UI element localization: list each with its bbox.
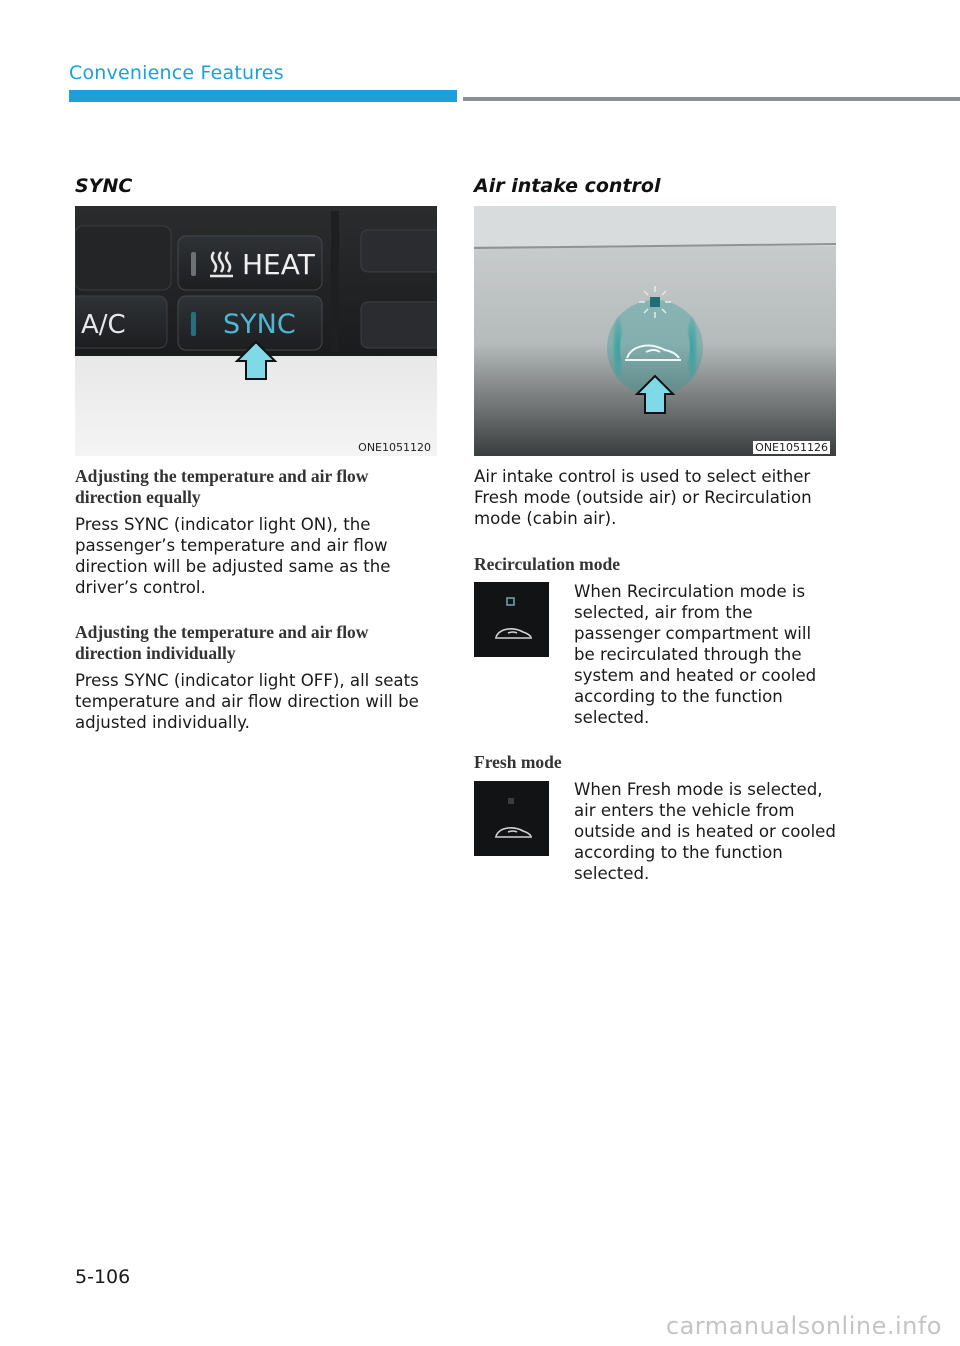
figure-code: ONE1051120	[358, 441, 431, 454]
fresh-mode-text: When Fresh mode is selected, air enters the vehicle from outside and is heated or cooled according to the function selected.	[574, 780, 836, 883]
watermark: carmanualsonline.info	[665, 1312, 942, 1340]
air-intake-illustration	[474, 206, 836, 456]
figure-code: ONE1051126	[755, 441, 828, 454]
recirculation-mode-title: Recirculation mode	[474, 554, 620, 574]
air-intake-intro: Air intake control is used to select either Fresh mode (outside air) or Recirculation mode (cabin air).	[474, 467, 812, 528]
header-rule	[463, 97, 960, 101]
recirculation-icon	[474, 582, 549, 657]
sync-individual-text: Press SYNC (indicator light OFF), all seats temperature and air flow direction will be adjusted individually.	[75, 671, 419, 732]
air-intake-heading: Air intake control	[474, 175, 661, 197]
sync-individual-title: Adjusting the temperature and air flow direction individually	[75, 622, 369, 663]
fresh-mode-title: Fresh mode	[474, 752, 562, 772]
sync-heading: SYNC	[75, 175, 133, 197]
air-intake-figure	[474, 206, 836, 456]
fresh-air-icon	[474, 781, 549, 856]
ac-button-label: A/C	[81, 310, 126, 340]
header-accent-bar	[69, 90, 457, 102]
sync-equal-text: Press SYNC (indicator light ON), the passenger’s temperature and air flow direction will be adjusted same as the driver’s control.	[75, 515, 391, 597]
sync-equal-title: Adjusting the temperature and air flow direction equally	[75, 466, 369, 507]
indicator-light-icon	[650, 297, 660, 307]
sync-button-label: SYNC	[223, 309, 296, 340]
sync-panel-illustration	[75, 206, 437, 456]
recirculation-mode-text: When Recirculation mode is selected, air from the passenger compartment will be recirculated through the system and heated or cooled according to the function selected.	[574, 582, 817, 727]
sync-figure	[75, 206, 437, 456]
page-number: 5-106	[75, 1266, 131, 1288]
section-title: Convenience Features	[69, 62, 284, 84]
heat-button-label: HEAT	[242, 248, 315, 281]
